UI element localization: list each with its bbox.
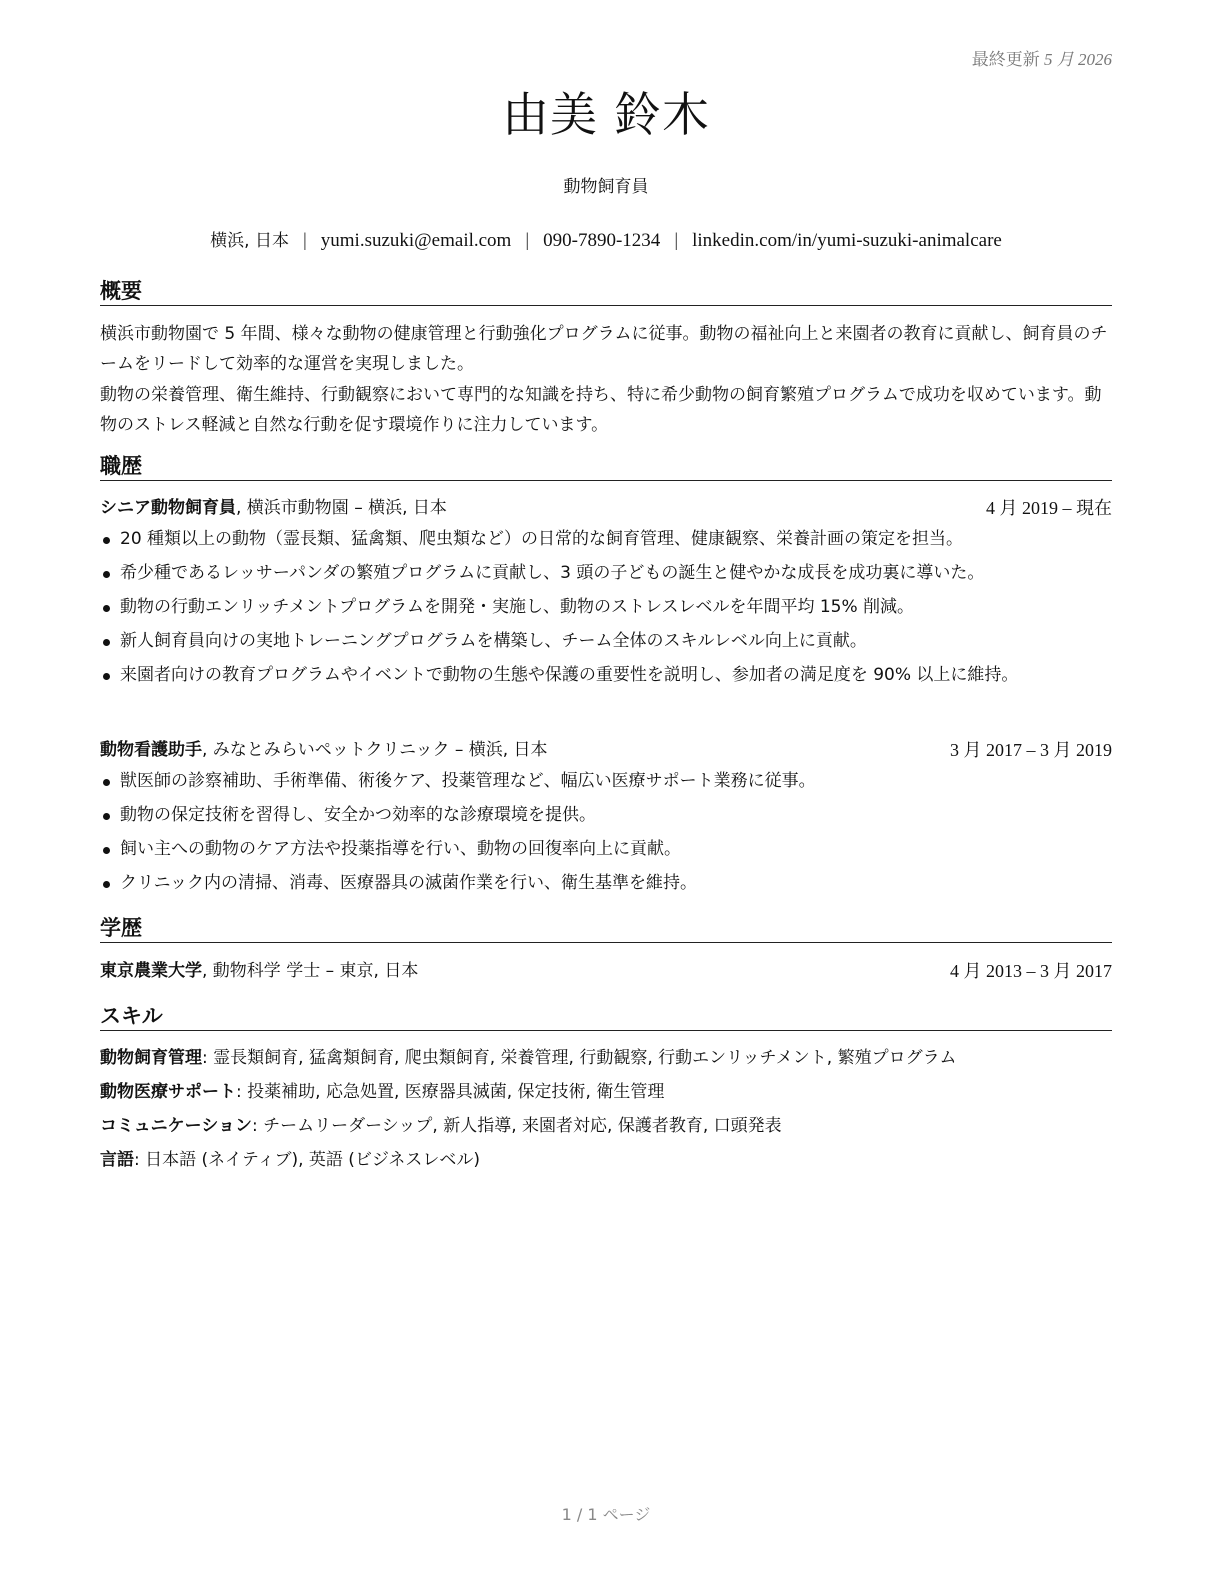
skill-row (100, 1148, 1112, 1172)
bullet-icon (103, 571, 110, 578)
bullet-icon (103, 673, 110, 680)
education-line (100, 959, 418, 983)
contact-phone[interactable]: 090-7890-1234 (543, 230, 661, 251)
last-updated (972, 45, 1112, 70)
skill-items: : 日本語 (ネイティブ), 英語 (ビジネスレベル) (134, 1150, 481, 1170)
section-heading-experience: 職歴 (100, 453, 1112, 481)
list-item (100, 802, 1112, 828)
bullet-icon (103, 779, 110, 786)
summary-paragraph: 動物の栄養管理、衛生維持、行動観察において専門的な知識を持ち、特に希少動物の飼育繁殖プログラムで成功を収めています。動物のストレス軽減と自然な行動を促す環境作りに注力しています。 (100, 385, 1102, 435)
job-entry-header (100, 496, 1112, 520)
skill-category: 動物飼育管理 (100, 1048, 202, 1068)
bullet-text: 希少種であるレッサーパンダの繁殖プログラムに貢献し、3 頭の子どもの誕生と健やかな成長を成功裏に導いた。 (120, 563, 985, 583)
job-role: シニア動物飼育員 (100, 498, 236, 518)
bullet-text: 獣医師の診察補助、手術準備、術後ケア、投薬管理など、幅広い医療サポート業務に従事。 (120, 771, 816, 791)
last-updated-date: 5 月 2026 (1044, 50, 1112, 69)
bullet-icon (103, 881, 110, 888)
contact-linkedin[interactable]: linkedin.com/in/yumi-suzuki-animalcare (692, 230, 1002, 251)
bullet-icon (103, 847, 110, 854)
contact-separator: | (302, 230, 307, 251)
resume-page (100, 0, 1112, 1584)
bullet-icon (103, 605, 110, 612)
bullet-icon (103, 813, 110, 820)
bullet-icon (103, 537, 110, 544)
contact-line (100, 226, 1112, 252)
section-heading-summary: 概要 (100, 278, 1112, 306)
bullet-text: 新人飼育員向けの実地トレーニングプログラムを構築し、チーム全体のスキルレベル向上に貢献。 (120, 631, 867, 651)
education-entry (100, 959, 1112, 983)
job-bullet-list (100, 526, 1112, 696)
skill-category: 動物医療サポート (100, 1082, 236, 1102)
bullet-text: 飼い主への動物のケア方法や投薬指導を行い、動物の回復率向上に貢献。 (120, 839, 681, 859)
list-item (100, 594, 1112, 620)
job-role: 動物看護助手 (100, 740, 202, 760)
section-heading-skills: スキル (100, 1003, 1112, 1031)
education-dates: 4 月 2013 – 3 月 2017 (950, 961, 1112, 981)
skill-category: コミュニケーション (100, 1116, 252, 1136)
list-item (100, 526, 1112, 552)
bullet-text: 20 種類以上の動物（霊長類、猛禽類、爬虫類など）の日常的な飼育管理、健康観察、栄養計画の策定を担当。 (120, 529, 964, 549)
degree-detail: , 動物科学 学士 – 東京, 日本 (202, 961, 419, 981)
job-org: , 横浜市動物園 – 横浜, 日本 (236, 498, 447, 518)
list-item (100, 768, 1112, 794)
contact-separator: | (674, 230, 679, 251)
job-entry-header (100, 738, 1112, 762)
skill-items: : 投薬補助, 応急処置, 医療器具滅菌, 保定技術, 衛生管理 (236, 1082, 665, 1102)
skill-items: : チームリーダーシップ, 新人指導, 来園者対応, 保護者教育, 口頭発表 (251, 1116, 782, 1136)
job-org: , みなとみらいペットクリニック – 横浜, 日本 (202, 740, 548, 760)
job-dates: 3 月 2017 – 3 月 2019 (950, 740, 1112, 760)
list-item (100, 870, 1112, 896)
school-name: 東京農業大学 (100, 961, 202, 981)
skill-items: : 霊長類飼育, 猛禽類飼育, 爬虫類飼育, 栄養管理, 行動観察, 行動エンリッチメント, 繁殖プログラム (202, 1048, 957, 1068)
list-item (100, 560, 1112, 586)
section-heading-education: 学歴 (100, 915, 1112, 943)
candidate-name: 由美 鈴木 (502, 88, 710, 143)
job-dates: 4 月 2019 – 現在 (986, 498, 1112, 518)
contact-separator: | (525, 230, 530, 251)
list-item (100, 662, 1112, 688)
list-item (100, 836, 1112, 862)
skill-category: 言語 (100, 1150, 134, 1170)
bullet-text: クリニック内の清掃、消毒、医療器具の滅菌作業を行い、衛生基準を維持。 (120, 873, 697, 893)
bullet-text: 来園者向けの教育プログラムやイベントで動物の生態や保護の重要性を説明し、参加者の満足度を 90% 以上に維持。 (120, 665, 1019, 685)
page-indicator: 1 / 1 ページ (561, 1505, 651, 1524)
list-item (100, 628, 1112, 654)
last-updated-label: 最終更新 (971, 50, 1040, 69)
bullet-text: 動物の保定技術を習得し、安全かつ効率的な診療環境を提供。 (120, 805, 596, 825)
contact-location: 横浜, 日本 (210, 231, 289, 251)
job-title-line (100, 496, 447, 520)
job-bullet-list (100, 768, 1112, 904)
bullet-icon (103, 639, 110, 646)
contact-email[interactable]: yumi.suzuki@email.com (320, 230, 512, 251)
job-title-line (100, 738, 548, 762)
skill-row (100, 1114, 1112, 1138)
skill-row (100, 1046, 1112, 1070)
summary-paragraph: 横浜市動物園で 5 年間、様々な動物の健康管理と行動強化プログラムに従事。動物の福祉向上と来園者の教育に貢献し、飼育員のチームをリードして効率的な運営を実現しました。 (100, 324, 1108, 374)
skill-row (100, 1080, 1112, 1104)
job-title: 動物飼育員 (563, 177, 649, 197)
bullet-text: 動物の行動エンリッチメントプログラムを開発・実施し、動物のストレスレベルを年間平均 15% 削減。 (120, 597, 915, 617)
